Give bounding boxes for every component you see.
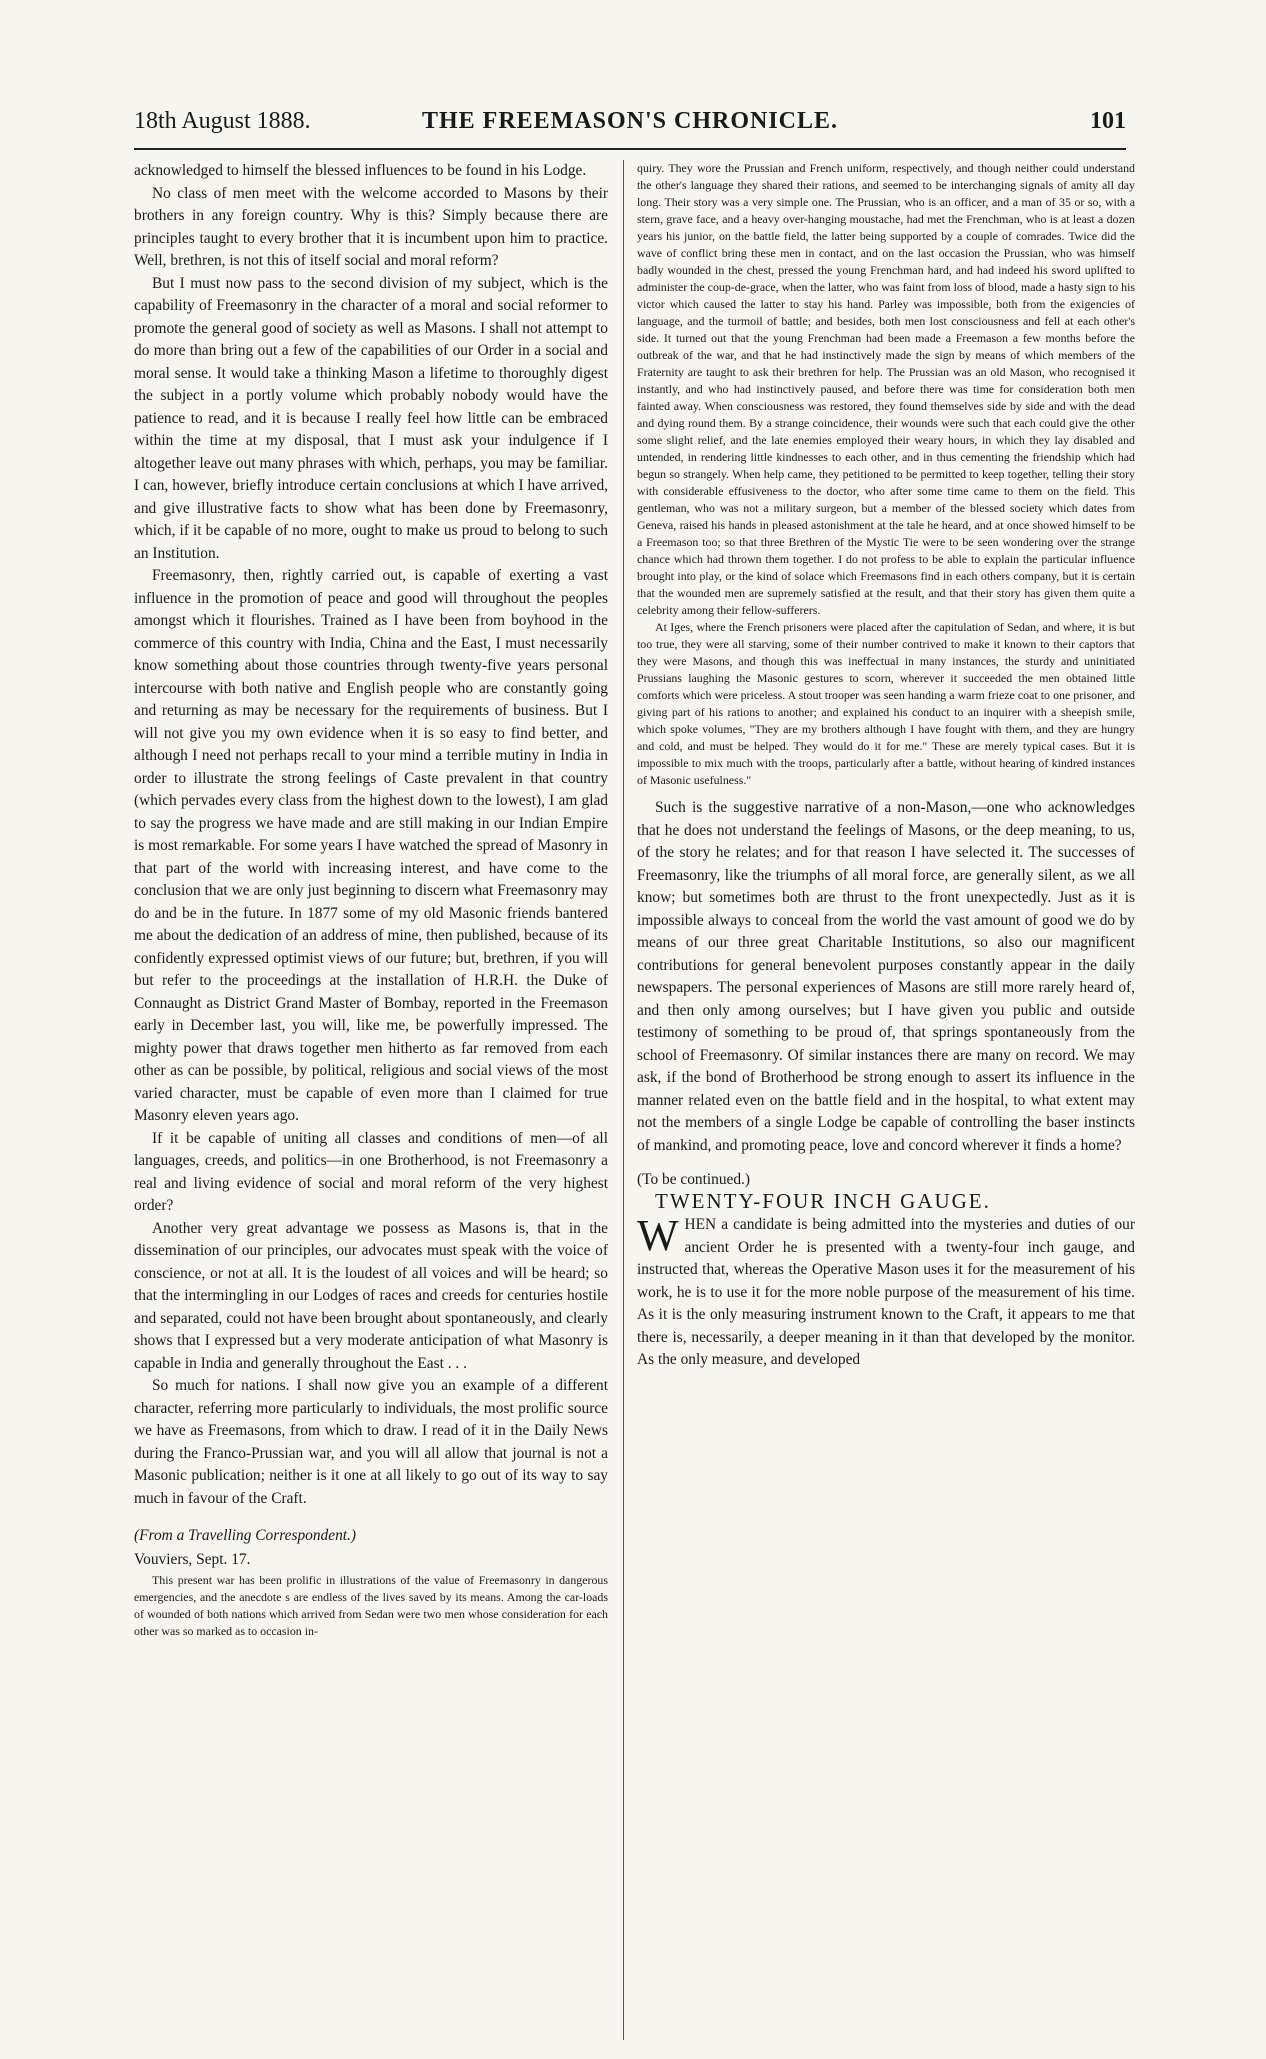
correspondent-credit: (From a Travelling Correspondent.): [134, 1527, 357, 1544]
to-be-continued: (To be continued.): [637, 1171, 751, 1188]
gauge-paragraph: [637, 1211, 1135, 1372]
left-column: [134, 160, 608, 1640]
page-header: [134, 104, 1126, 150]
paragraph: If it be capable of uniting all classes and conditions of men—of all languages, creeds, and politics—in one Brotherhood, is not Freemasonry a real and living evidence of social and moral reform of the very highest order?: [134, 1129, 608, 1214]
right-column: [637, 160, 1135, 1372]
gauge-text: HEN a candidate is being admitted into the mysteries and duties of our ancient Order he is presented with a twenty-four inch gauge, and instructed that, whereas the Operative Mason uses it for the measurement of his work, he is to use it for the more noble purpose of the measurement of his time. As it is the only measuring instrument known to the Craft, it appears to me that there is, necessarily, a deeper meaning in it than that developed by the monitor. As the only measure, and developed: [637, 1216, 1135, 1368]
quoted-letter-continued: quiry. They wore the Prussian and French uniform, respectively, and though neither could understand the other's language they shared their rations, and seemed to be interchanging signals of amity all day long. Their story was a very simple one. The Prussian, who is an officer, and a man of 35 or so, with a stern, grave face, and a heavy over-hanging moustache, had met the Frenchman, who is at least a dozen years his junior, on the battle field, the latter being supported by a couple of comrades. Twice did the wave of conflict bring these men in contact, and on the last occasion the Prussian, who was himself badly wounded in the chest, pressed the young Frenchman hard, and had indeed his sword uplifted to administer the coup-de-grace, when the latter, who was faint from loss of blood, made a hasty sign to his victor which caused the latter to stay his hand. Parley was impossible, both from the exigencies of language, and the turmoil of battle; and besides, both men lost consciousness and fell at each other's side. It turned out that the young Frenchman had been made a Freemason a few months before the outbreak of the war, and that he had instinctively made the sign by means of which members of the Fraternity are taught to ask their brethren for help. The Prussian was an old Mason, who recognised it instantly, and who had instinctively paused, and before there was time for consideration both men fainted away. When consciousness was restored, they found themselves side by side and with the dead and dying round them. By a strange coincidence, their wounds were such that each could give the other some slight relief, and the late enemies employed their weary hours, in which they lay disabled and untended, in rendering little kindnesses to each other, and in thus cementing the friendship which had begun so strangely. When help came, they petitioned to be permitted to keep together, telling their story with considerable effusiveness to the doctor, who after some time came to them on the field. This gentleman, who was not a military surgeon, but a member of the blessed society which dates from Geneva, raised his hands in pleased astonishment at the tale he heard, and at once showed himself to be a Freemason too; so that three Brethren of the Mystic Tie were to be seen wondering over the strange chance which had thrown them together. I do not profess to be able to explain the particular influence brought into play, or the kind of solace which Freemasons find in each others company, but it is certain that the wounded men are supremely satisfied at the result, and that their story has given them quite a celebrity among their fellow-sufferers.: [637, 161, 1135, 617]
paragraph: But I must now pass to the second division of my subject, which is the capability of Freemasonry in the character of a moral and social reformer to promote the general good of society as well as Masons. I shall not attempt to do more than bring out a few of the capabilities of our Order in a social and moral sense. It would take a thinking Mason a lifetime to thoroughly digest the subject in a portly volume which probably nobody would have the patience to read, and it is because I really feel how little can be embraced within the time at my disposal, that I must ask your indulgence if I altogether leave out many phrases with which, perhaps, you may be familiar. I can, however, briefly introduce certain conclusions at which I have arrived, and give illustrative facts to show what has been done by Freemasonry, which, if it be capable of no more, ought to make us proud to belong to such an Institution.: [134, 274, 608, 562]
column-divider: [623, 160, 624, 2040]
masthead-title: THE FREEMASON'S CHRONICLE.: [421, 108, 839, 134]
quoted-letter: This present war has been prolific in illustrations of the value of Freemasonry in dangerous emergencies, and the anecdote s are endless of the lives saved by its means. Among the car-loads of wounded of both nations which arrived from Sedan were two men whose consideration for each other was so marked as to occasion in-: [134, 1573, 608, 1638]
paragraph: So much for nations. I shall now give you an example of a different character, referring more particularly to individuals, the most prolific source we have as Freemasons, from which to draw. I read of it in the Daily News during the Franco-Prussian war, and you will all allow that journal is not a Masonic publication; neither is it one at all likely to go out of its way to say much in favour of the Craft.: [134, 1377, 608, 1507]
paragraph: acknowledged to himself the blessed influences to be found in his Lodge.: [134, 162, 587, 179]
paragraph: Such is the suggestive narrative of a non-Mason,—one who acknowledges that he does not understand the feelings of Masons, or the deep meaning, to us, of the story he relates; and for that reason I have selected it. The successes of Freemasonry, like the triumphs of all moral force, are generally silent, as we all know; but sometimes both are thrust to the front unexpectedly. Just as it is impossible always to conceal from the world the vast amount of good we do by means of our three great Charitable Institutions, so also our magnificent contributions for general benevolent purposes constantly appear in the daily newspapers. The personal experiences of Masons are still more rarely heard of, and then only among ourselves; but I have given you public and outside testimony of something to be proud of, that springs spontaneously from the school of Freemasonry. Of similar instances there are many on record. We may ask, if the bond of Brotherhood be strong enough to assert its influence in the manner related even on the battle field and in the hospital, to what extent may not the members of a single Lodge be capable of controlling the baser instincts of mankind, and promoting peace, love and concord wherever it finds a home?: [637, 799, 1135, 1154]
dateline-signature: Vouviers, Sept. 17.: [134, 1551, 251, 1568]
paragraph: Freemasonry, then, rightly carried out, is capable of exerting a vast influence in the promotion of peace and good will throughout the peoples amongst which it flourishes. Trained as I have been from boyhood in the commerce of this country with India, China and the East, I must necessarily know something about those countries through twenty-five years personal intercourse with both native and English people who are constantly going and returning as may be necessary for the requirements of business. But I will not give you my own evidence when it is so easy to find better, and although I need not perhaps recall to your mind a terrible mutiny in India in order to illustrate the strong feelings of Caste prevalent in that country (which pervades every class from the highest down to the lowest), I am glad to say the progress we have made and are still making in our Indian Empire is most remarkable. For some years I have watched the spread of Masonry in that part of the world with increasing interest, and have come to the conclusion that we are only just beginning to discern what Freemasonry may do and be in the future. In 1877 some of my old Masonic friends bantered me about the dedication of an address of mine, then published, because of its confidently expressed optimist views of our future; but, brethren, if you will but refer to the proceedings at the installation of H.R.H. the Duke of Connaught as District Grand Master of Bombay, reported in the Freemason early in December last, you will, like me, be powerfully impressed. The mighty power that draws together men hitherto as far removed from each other as can be possible, by political, religious and social views of the most varied character, must be capable of even more than I claimed for true Masonry eleven years ago.: [134, 567, 608, 1124]
page-number: 101: [1090, 108, 1126, 134]
paragraph: No class of men meet with the welcome accorded to Masons by their brothers in any foreign country. Why is this? Simply because there are principles taught to every brother that it is incumbent upon him to practice. Well, brethren, is not this of itself social and moral reform?: [134, 184, 608, 269]
issue-date: 18th August 1888.: [134, 108, 311, 134]
paragraph: Another very great advantage we possess as Masons is, that in the dissemination of our principles, our advocates must speak with the voice of conscience, or not at all. It is the loudest of all voices and will be heard; so that the intermingling in our Lodges of races and creeds for centuries hostile and separated, could not have been brought about spontaneously, and clearly shows that I expressed but a very moderate anticipation of what Masonry is capable in India and generally throughout the East . . .: [134, 1219, 608, 1372]
section-title: TWENTY-FOUR INCH GAUGE.: [655, 1189, 991, 1213]
drop-cap: W: [637, 1211, 679, 1260]
quoted-letter-iges: At Iges, where the French prisoners were placed after the capitulation of Sedan, and where, it is but too true, they were all starving, some of their number contrived to make it known to their captors that they were Masons, and though this was ineffectual in many instances, the sturdy and uninitiated Prussians laughing the Masonic gestures to scorn, wherever it succeeded the men obtained little comforts which were priceless. A stout trooper was seen handing a warm frieze coat to one prisoner, and giving part of his rations to another; and explained his conduct to an inquirer with a sheepish smile, which spoke volumes, "They are my brothers although I have fought with them, and they are hungry and cold, and must be helped. They would do it for me." These are merely typical cases. But it is impossible to mix much with the troops, particularly after a battle, without hearing of kindred instances of Masonic usefulness.": [637, 620, 1135, 787]
